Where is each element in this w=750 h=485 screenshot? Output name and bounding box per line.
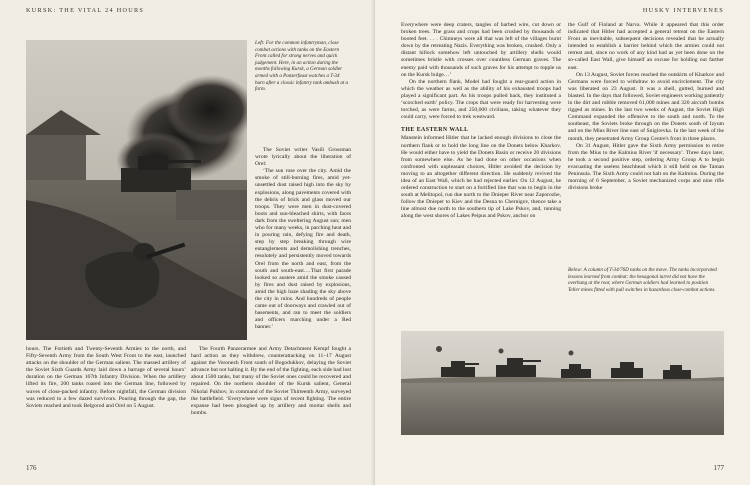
- photo-tank-column: [401, 331, 724, 435]
- page-number-right: 177: [713, 464, 724, 472]
- paragraph: Everywhere were deep craters, tangles of barbed wire, cut down or broken trees. The grass and crops had been crushed by thousands of booted feet. . . . Chimneys were all that was left of the villages burnt down by the retreating Nazis. Everything was broken, crushed. Only a distant hillock somehow left untouched by artillery shells would sometimes bristle with crosses over countless German graves. The enemy paid with thousands of such graves for his attempt to topple us on the Kursk bulge…’: [401, 22, 561, 78]
- page-number-left: 176: [26, 464, 37, 472]
- paragraph: On 13 August, Soviet forces reached the outskirts of Kharkov and Germans were forced to withdraw to avoid encirclement. The city was liberated on 23 August. It was a shell, gutted, burned and blasted. In the days that followed, Soviet engineers working patiently in the dirt and rubble removed 61,000 mines and 320 aircraft bombs rigged as mines. In the last two weeks of August, the Soviet High Command expanded the offensive to the south and north. To the southeast, the Soviets broke through on the Donets south of Izyum and on the Mius River line east of Snigirevka. In the last week of the month, they penetrated Army Group Centre's front in three places.: [568, 71, 724, 142]
- paragraph: the Gulf of Finland at Narva. While it appeared that this order indicated that Hitler had accepted a general retreat on the Eastern Front as inevitable, subsequent decisions revealed that he actually intended to establish a barrier behind which the armies could not retreat and, since no work of any kind had as yet been done on the so-called East Wall, give himself an excuse for holding out farther east.: [568, 22, 724, 71]
- right-photo-caption: Below: A column of T-34/76D tanks on the move. The tanks incorporated lessons learned from combat: the hexagonal turret did not have the overhang at the rear, where German soldiers had learned to position Teller mines fitted with pull switches in hazardous close-combat actions.: [568, 267, 717, 293]
- running-head-right: HUSKY INTERVENES: [642, 7, 724, 14]
- left-column-lower-b: [191, 346, 351, 417]
- section-heading: THE EASTERN WALL: [401, 127, 469, 134]
- right-column-b: [568, 22, 724, 192]
- paragraph: ‘The sun rose over the city. Amid the smoke of still-burning fires, amid yet-unsettled dust raised high into the sky by explosions, along pavements covered with the debris of brick and glass moved our troops. They were men in dust-covered boots and sun-bleached shirts, with faces dark from the sweltering August sun; men who for many weeks, in parching heat and in pouring rain, defying fire and death, step by step breaking through wire entanglements and demolishing trenches, resolutely and persistently moved towards Orel from the north and east, from the south and south-east.…That first parade looked so austere amid the smoke caused by fires and dust raised by explosions, amid the high haze shading the sky above the city in ruins. And hundreds of people came out of doorways and crawled out of basements, and ran to meet the soldiers and officers marching under a Red banner.’: [255, 168, 351, 331]
- left-column-lower-a: [26, 346, 186, 410]
- paragraph: The Fourth Panzerarmee and Army Detachment Kempf fought a hard action as they withdrew, counterattacking on 11–17 August against the Voronezh Front south of Bogodukhov, delaying the Soviet advance but not halting it. By the end of the fighting, each side had lost about 1500 tanks, but many of the Soviet ones could be recovered and repaired. On the northern shoulder of the Kursk salient, General Nikolai Pukhov, in command of the Soviet Thirteenth Army, surveyed the battlefield. ‘Everywhere were signs of recent fighting. The entire expanse had been ploughed up by artillery and mortar shells and bombs.: [191, 346, 351, 416]
- paragraph: Manstein informed Hitler that he lacked enough divisions to close the northern flank or to hold the long line on the Donets below Kharkov. He would either have to yield the Donets Basin or receive 20 divisions from somewhere else. As he had done on other occasions when confronted with unpleasant choices, Hitler avoided the decision by moving to an altogether different direction. He suddenly revived the idea of an East Wall, which he had rejected earlier. On 12 August, he ordered construction to start on a fortified line that was to begin in the south at Melitopol, run due north to the Dnieper River near Zaporozhe, follow the Dnieper to Kiev and the Desna to Chernigov, thence take a line almost due north to the southern tip of Lake Pskov, and, running along the west shores of Lakes Peipus and Pskov, anchor on: [401, 135, 561, 220]
- right-column-a: [401, 22, 561, 221]
- paragraph: hours. The Fortieth and Twenty-Seventh Armies to the north, and Fifty-Seventh Army from the South West Front to the east, launched attacks on the shoulder of the German salient. The massed artillery of the Soviet Sixth Guards Army laid down a barrage of several hours’ duration on the German 167th Infantry Division. When the artillery lifted its fire, 200 tanks roared into the German line, followed by waves of close-packed infantry. Before nightfall, the German division was reduced to a few dazed survivors. Pouring through the gap, the Soviets reached and took Belgorod and Orel on 5 August.: [26, 346, 186, 409]
- paragraph: On the northern flank, Model had fought a rear-guard action in which the weather as well as the ability of his exhausted troops had played a significant part. As his troops pulled back, they instituted a ‘scorched earth’ policy. The crops that were ready for harvesting were torched, as were farms, and 250,000 civilians, taking whatever they could carry, were forced to trek westward.: [401, 78, 561, 121]
- photo-burning-tank: [26, 40, 247, 340]
- left-photo-caption: Left: For the common infantryman, close combat actions with tanks on the Eastern Front called for strong nerves and quick judgement. Here, in an action during the months following Kursk, a German soldier armed with a Panzerfaust watches a T-34 burn after a classic infantry tank ambush at a farm.: [255, 40, 349, 93]
- paragraph: On 31 August, Hitler gave the Sixth Army permission to retire from the Mius to the Kalmius River 'if necessary'. Three days later, he took a second positive step, ordering Army Group A to begin evacuating the useless beachhead which it still held on the Taman Peninsula. The Sixth Army could not halt on the Kalmius. During the morning of 6 September, a Soviet mechanized corps and nine rifle divisions broke: [568, 142, 724, 192]
- paragraph: The Soviet writer Vasili Grossman wrote lyrically about the liberation of Orel:: [255, 147, 351, 168]
- right-page: [375, 0, 750, 485]
- left-column-upper: [255, 147, 351, 331]
- running-head-left: KURSK: THE VITAL 24 HOURS: [26, 7, 145, 14]
